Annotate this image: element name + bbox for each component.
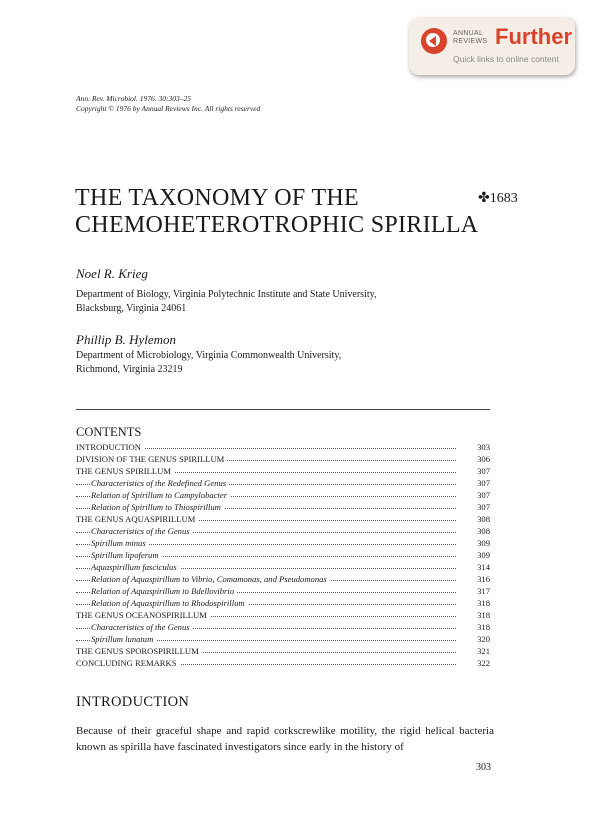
further-label: Further: [495, 24, 572, 49]
toc-entry-label: THE GENUS SPIRILLUM: [76, 465, 174, 477]
toc-entry-page: 308: [477, 526, 490, 536]
toc-entry-label: Characteristics of the Genus: [91, 621, 193, 633]
annual-reviews-further-badge[interactable]: [409, 17, 575, 75]
toc-entry-label: Aquaspirillum fasciculus: [91, 561, 180, 573]
toc-entry-page: 318: [477, 610, 490, 620]
toc-entry[interactable]: [76, 513, 490, 525]
toc-entry-label: CONCLUDING REMARKS: [76, 657, 180, 669]
toc-entry-page: 322: [477, 658, 490, 668]
author-affiliation: Department of Microbiology, Virginia Commonwealth University, Richmond, Virginia 23219: [76, 350, 342, 375]
toc-entry[interactable]: [76, 549, 490, 561]
toc-entry-page: 314: [477, 562, 490, 572]
toc-entry[interactable]: [76, 525, 490, 537]
toc-entry-label: Relation of Aquaspirillum to Bdellovibrio: [91, 585, 237, 597]
toc-entry[interactable]: [76, 645, 490, 657]
toc-entry[interactable]: [76, 453, 490, 465]
toc-entry[interactable]: [76, 657, 490, 669]
toc-entry[interactable]: [76, 441, 490, 453]
toc-entry-page: 317: [477, 586, 490, 596]
toc-entry-label: Spirillum minus: [91, 537, 149, 549]
section-divider: [76, 409, 490, 410]
back-arrow-icon: [421, 28, 447, 54]
toc-entry[interactable]: [76, 501, 490, 513]
toc-entry[interactable]: [76, 621, 490, 633]
toc-entry-page: 318: [477, 622, 490, 632]
quick-links-label: Quick links to online content: [453, 54, 559, 64]
toc-entry-label: Characteristics of the Genus: [91, 525, 193, 537]
section-heading: INTRODUCTION: [76, 694, 190, 710]
toc-entry-page: 307: [477, 466, 490, 476]
toc-entry-page: 320: [477, 634, 490, 644]
body-paragraph: Because of their graceful shape and rapid corkscrewlike motility, the rigid helical bacteria known as spirilla have fascinated investigators since early in the history of: [76, 725, 494, 753]
toc-entry[interactable]: [76, 465, 490, 477]
toc-entry-label: Spirillum lipoferum: [91, 549, 162, 561]
copyright-line: Copyright © 1976 by Annual Reviews Inc. All rights reserved: [76, 104, 261, 113]
toc-entry-label: INTRODUCTION: [76, 441, 144, 453]
toc-entry[interactable]: [76, 573, 490, 585]
author-name: Noel R. Krieg: [76, 266, 148, 281]
toc-entry-page: 321: [477, 646, 490, 656]
toc-entry-page: 316: [477, 574, 490, 584]
toc-entry-page: 307: [477, 502, 490, 512]
toc-entry-label: Spirillum lunatum: [91, 633, 156, 645]
author-affiliation: Department of Biology, Virginia Polytechnic Institute and State University, Blacksburg, Virginia 24061: [76, 289, 377, 314]
toc-entry[interactable]: [76, 633, 490, 645]
toc-entry-label: DIVISION OF THE GENUS SPIRILLUM: [76, 453, 227, 465]
toc-entry-page: 307: [477, 478, 490, 488]
toc-entry-label: THE GENUS SPOROSPIRILLUM: [76, 645, 202, 657]
toc-entry-page: 306: [477, 454, 490, 464]
article-code: ✤1683: [478, 191, 518, 206]
toc-entry-label: THE GENUS OCEANOSPIRILLUM: [76, 609, 210, 621]
author-name: Phillip B. Hylemon: [76, 332, 177, 347]
citation-line: Ann. Rev. Microbiol. 1976. 30:303–25: [76, 94, 191, 103]
table-of-contents: [76, 441, 490, 669]
toc-entry-page: 318: [477, 598, 490, 608]
page-number: 303: [476, 762, 491, 773]
toc-entry-label: Relation of Aquaspirillum to Rhodospirillum: [91, 597, 248, 609]
toc-entry[interactable]: [76, 597, 490, 609]
toc-entry-page: 308: [477, 514, 490, 524]
toc-entry[interactable]: [76, 489, 490, 501]
toc-entry-page: 309: [477, 550, 490, 560]
toc-entry-label: Relation of Spirillum to Campylobacter: [91, 489, 230, 501]
article-title: THE TAXONOMY OF THE CHEMOHETEROTROPHIC SPIRILLA: [75, 185, 479, 238]
toc-entry-label: THE GENUS AQUASPIRILLUM: [76, 513, 198, 525]
toc-entry-page: 307: [477, 490, 490, 500]
toc-entry[interactable]: [76, 561, 490, 573]
toc-entry-page: 309: [477, 538, 490, 548]
citation: [76, 94, 260, 114]
annual-reviews-logo-text: ANNUAL REVIEWS: [453, 30, 488, 45]
toc-entry-label: Relation of Spirillum to Thiospirillum: [91, 501, 224, 513]
contents-heading: CONTENTS: [76, 425, 142, 439]
toc-entry[interactable]: [76, 585, 490, 597]
toc-entry[interactable]: [76, 477, 490, 489]
toc-entry-page: 303: [477, 442, 490, 452]
toc-entry[interactable]: [76, 537, 490, 549]
toc-entry-label: Characteristics of the Redefined Genus: [91, 477, 229, 489]
toc-entry-label: Relation of Aquaspirillum to Vibrio, Comamonas, and Pseudomonas: [91, 573, 330, 585]
toc-entry[interactable]: [76, 609, 490, 621]
